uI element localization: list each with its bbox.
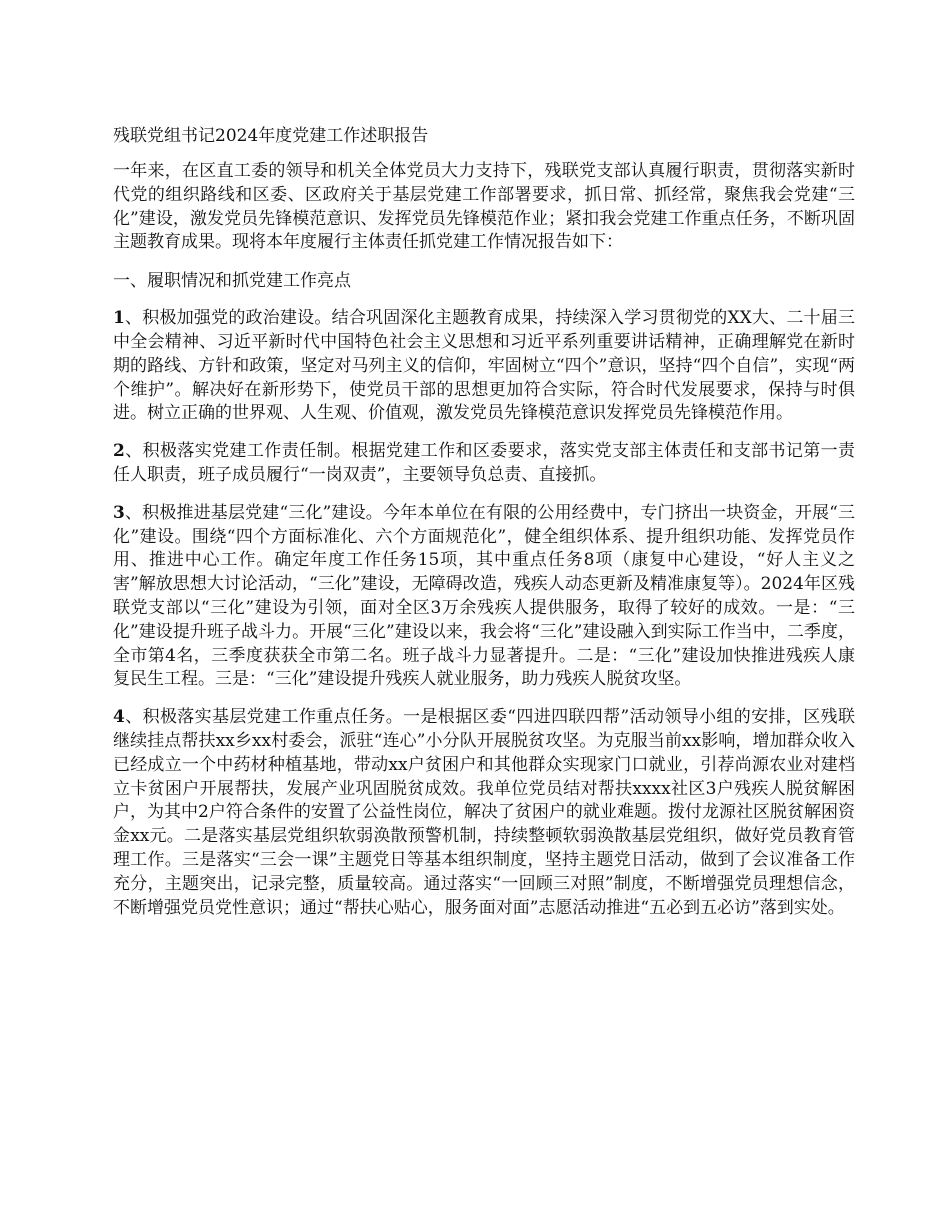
item-text: 、积极落实党建工作责任制。根据党建工作和区委要求，落实党支部主体责任和支部书记第一责任人职责，班子成员履行“一岗双责”，主要领导负总责、直接抓。 <box>113 441 855 485</box>
list-item <box>113 307 855 426</box>
item-text: 、积极推进基层党建“三化”建设。今年本单位在有限的公用经费中，专门挤出一块资金，开展“三化”建设。围绕“四个方面标准化、六个方面规范化”，健全组织体系、提升组织功能、发挥党员作用、推进中心工作。确定年度工作任务15项，其中重点任务8项（康复中心建设，“好人主义之害”解放思想大讨论活动，“三化”建设，无障碍改造，残疾人动态更新及精准康复等）。2024年区残联党支部以“三化”建设为引领，面对全区3万余残疾人提供服务，取得了较好的成效。一是：“三化”建设提升班子战斗力。开展“三化”建设以来，我会将“三化”建设融入到实际工作当中，二季度，全市第4名，三季度获获全市第二名。班子战斗力显著提升。二是：“三化”建设加快推进残疾人康复民生工程。三是：“三化”建设提升残疾人就业服务，助力残疾人脱贫攻坚。 <box>113 502 855 690</box>
item-number: 4 <box>113 707 125 728</box>
item-number: 3 <box>113 502 125 523</box>
document-title: 残联党组书记2024年度党建工作述职报告 <box>113 126 429 146</box>
list-item <box>113 502 855 692</box>
list-item <box>113 706 855 920</box>
list-item <box>113 440 855 488</box>
section-heading: 一、履职情况和抓党建工作亮点 <box>113 271 351 292</box>
item-text: 、积极落实基层党建工作重点任务。一是根据区委“四进四联四帮”活动领导小组的安排，区残联继续挂点帮扶xx乡xx村委会，派驻“连心”小分队开展脱贫攻坚。为克服当前xx影响，增加群众收入已经成立一个中药材种植基地，带动xx户贫困户和其他群众实现家门口就业，引荐尚源农业对建档立卡贫困户开展帮扶，发展产业巩固脱贫成效。我单位党员结对帮扶xxxx社区3户残疾人脱贫解困户，为其中2户符合条件的安置了公益性岗位，解决了贫困户的就业难题。拨付龙源社区脱贫解困资金xx元。二是落实基层党组织软弱涣散预警机制，持续整顿软弱涣散基层党组织，做好党员教育管理工作。三是落实“三会一课”主题党日等基本组织制度，坚持主题党日活动，做到了会议准备工作充分，主题突出，记录完整，质量较高。通过落实“一回顾三对照”制度，不断增强党员理想信念，不断增强党员党性意识；通过“帮扶心贴心，服务面对面”志愿活动推进“五必到五必访”落到实处。 <box>113 707 855 918</box>
item-number: 1 <box>113 308 125 329</box>
item-text: 、积极加强党的政治建设。结合巩固深化主题教育成果，持续深入学习贯彻党的XX大、二十届三中全会精神、习近平新时代中国特色社会主义思想和习近平系列重要讲话精神，正确理解党在新时期的路线、方针和政策，坚定对马列主义的信仰，牢固树立“四个”意识，坚持“四个自信”，实现“两个维护”。解决好在新形势下，使党员干部的思想更加符合实际，符合时代发展要求，保持与时俱进。树立正确的世界观、人生观、价值观，激发党员先锋模范意识发挥党员先锋模范作用。 <box>113 308 855 424</box>
intro-paragraph: 一年来，在区直工委的领导和机关全体党员大力支持下，残联党支部认真履行职责，贯彻落实新时代党的组织路线和区委、区政府关于基层党建工作部署要求，抓日常、抓经常，聚焦我会党建“三化”建设，激发党员先锋模范意识、发挥党员先锋模范作业；紧扣我会党建工作重点任务，不断巩固主题教育成果。现将本年度履行主体责任抓党建工作情况报告如下： <box>113 161 855 253</box>
item-number: 2 <box>113 441 125 462</box>
